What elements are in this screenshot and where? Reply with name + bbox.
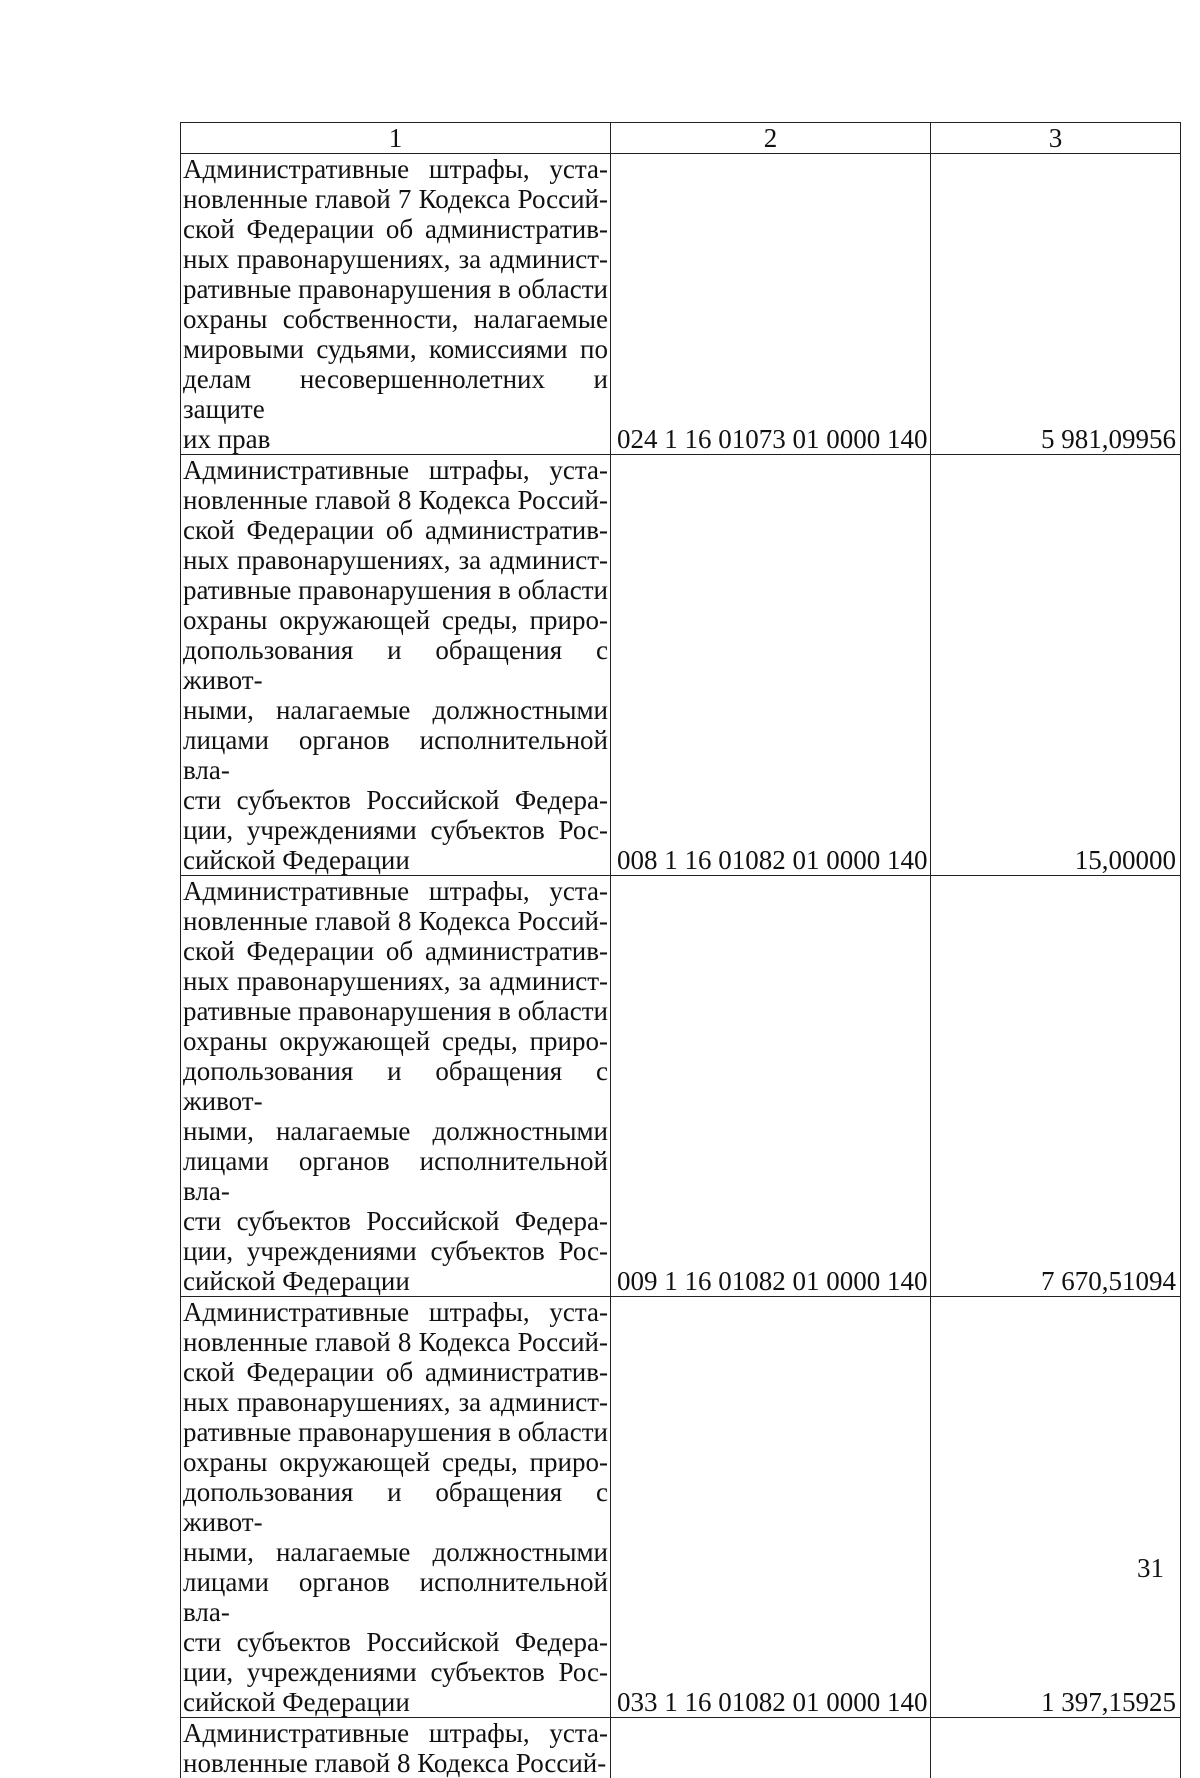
description-line: ции, учреждениями субъектов Рос- (183, 1236, 608, 1266)
description-line: ных правонарушениях, за админист- (183, 966, 608, 996)
revenue-description (181, 455, 611, 876)
description-line: ративные правонарушения в области (183, 575, 608, 605)
amount: 5 981,09956 (931, 154, 1181, 455)
column-header-1: 1 (181, 123, 611, 154)
description-line: ных правонарушениях, за админист- (183, 244, 608, 274)
revenue-table (180, 122, 1181, 1778)
revenue-description (181, 876, 611, 1297)
description-line: ции, учреждениями субъектов Рос- (183, 815, 608, 845)
budget-classification-code: 033 1 16 01082 01 0000 140 (611, 1297, 931, 1718)
amount (931, 1718, 1181, 1778)
table-row (181, 154, 1181, 455)
description-line: делам несовершеннолетних и защите (183, 364, 608, 424)
description-line: ративные правонарушения в области (183, 274, 608, 304)
description-line: ской Федерации об административ- (183, 1357, 608, 1387)
header-row (181, 123, 1181, 154)
table-body (181, 154, 1181, 1778)
budget-classification-code: 024 1 16 01073 01 0000 140 (611, 154, 931, 455)
description-line: сийской Федерации (183, 1266, 608, 1296)
column-header-2: 2 (611, 123, 931, 154)
description-line: Административные штрафы, уста- (183, 876, 608, 906)
description-line: ской Федерации об административ- (183, 515, 608, 545)
description-line: сийской Федерации (183, 845, 608, 875)
revenue-description (181, 154, 611, 455)
budget-classification-code: 009 1 16 01082 01 0000 140 (611, 876, 931, 1297)
description-line: сти субъектов Российской Федера- (183, 785, 608, 815)
description-line: новленные главой 7 Кодекса Россий- (183, 184, 608, 214)
description-line: ции, учреждениями субъектов Рос- (183, 1657, 608, 1687)
revenue-description (181, 1718, 611, 1778)
amount: 1 397,15925 (931, 1297, 1181, 1718)
description-line: их прав (183, 424, 608, 454)
description-line: допользования и обращения с живот- (183, 1477, 608, 1537)
description-line: Административные штрафы, уста- (183, 154, 608, 184)
amount: 15,00000 (931, 455, 1181, 876)
budget-classification-code: 008 1 16 01082 01 0000 140 (611, 455, 931, 876)
description-line: новленные главой 8 Кодекса Россий- (183, 1748, 608, 1778)
description-line: Административные штрафы, уста- (183, 1718, 608, 1748)
description-line: новленные главой 8 Кодекса Россий- (183, 1327, 608, 1357)
description-line: лицами органов исполнительной вла- (183, 725, 608, 785)
description-line: ными, налагаемые должностными (183, 1116, 608, 1146)
column-header-3: 3 (931, 123, 1181, 154)
description-line: сийской Федерации (183, 1687, 608, 1717)
description-line: ных правонарушениях, за админист- (183, 545, 608, 575)
description-line: ской Федерации об административ- (183, 214, 608, 244)
description-line: допользования и обращения с живот- (183, 1056, 608, 1116)
description-line: мировыми судьями, комиссиями по (183, 334, 608, 364)
description-line: сти субъектов Российской Федера- (183, 1206, 608, 1236)
description-line: охраны собственности, налагаемые (183, 304, 608, 334)
description-line: охраны окружающей среды, приро- (183, 1447, 608, 1477)
description-line: новленные главой 8 Кодекса Россий- (183, 485, 608, 515)
table-row (181, 876, 1181, 1297)
description-line: сти субъектов Российской Федера- (183, 1627, 608, 1657)
description-line: ными, налагаемые должностными (183, 695, 608, 725)
table-row (181, 1297, 1181, 1718)
description-line: Административные штрафы, уста- (183, 1297, 608, 1327)
description-line: лицами органов исполнительной вла- (183, 1146, 608, 1206)
description-line: допользования и обращения с живот- (183, 635, 608, 695)
table-row (181, 455, 1181, 876)
page-number: 31 (1137, 1553, 1164, 1584)
description-line: новленные главой 8 Кодекса Россий- (183, 906, 608, 936)
description-line: ративные правонарушения в области (183, 996, 608, 1026)
revenue-description (181, 1297, 611, 1718)
amount: 7 670,51094 (931, 876, 1181, 1297)
budget-classification-code (611, 1718, 931, 1778)
description-line: лицами органов исполнительной вла- (183, 1567, 608, 1627)
description-line: ративные правонарушения в области (183, 1417, 608, 1447)
description-line: ными, налагаемые должностными (183, 1537, 608, 1567)
table-row (181, 1718, 1181, 1778)
description-line: охраны окружающей среды, приро- (183, 605, 608, 635)
description-line: ской Федерации об административ- (183, 936, 608, 966)
description-line: Административные штрафы, уста- (183, 455, 608, 485)
description-line: ных правонарушениях, за админист- (183, 1387, 608, 1417)
description-line: охраны окружающей среды, приро- (183, 1026, 608, 1056)
